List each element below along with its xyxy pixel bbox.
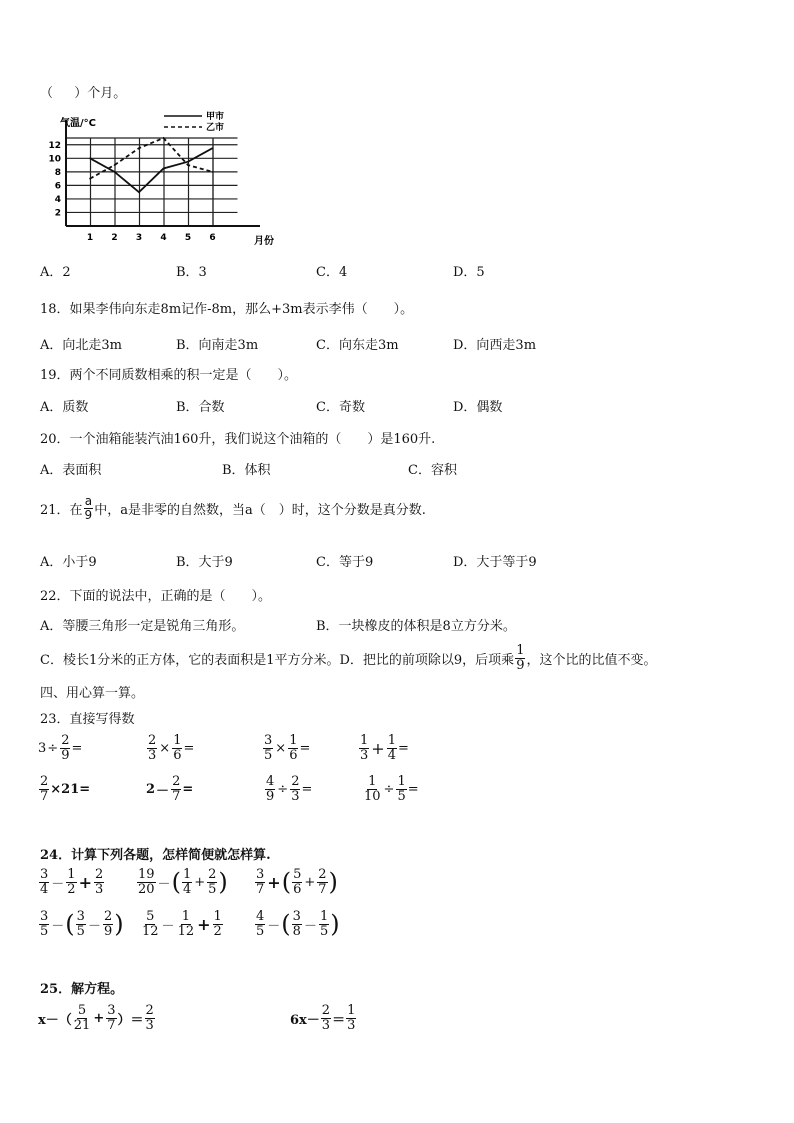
- y-tick-label: 2: [54, 208, 61, 219]
- q24-title: 24．计算下列各题，怎样简便就怎样算.: [40, 848, 271, 863]
- q17-stem-tail: （ ）个月。: [40, 86, 127, 101]
- q19-option-c[interactable]: C．奇数: [316, 400, 365, 415]
- q24-expr-2: $\frac{19}{20}$ － ( $\frac{1}{4}$ + $\frac{2}{5}$ ): [138, 867, 228, 897]
- q21-option-c[interactable]: C．等于9: [316, 555, 374, 570]
- q22-option-b[interactable]: B．一块橡皮的体积是8立方分米。: [316, 619, 516, 634]
- q23-title: 23．直接写得数: [40, 712, 135, 727]
- q19-option-b[interactable]: B．合数: [176, 400, 225, 415]
- q23-expr-8: $\frac{1}{10}$ ÷ $\frac{1}{5}$ =: [364, 774, 419, 804]
- q23-expr-2: $\frac{2}{3}$ × $\frac{1}{6}$ =: [148, 733, 195, 763]
- q19-option-a[interactable]: A．质数: [40, 400, 89, 415]
- q24-expr-1: $\frac{3}{4}$ － $\frac{1}{2}$ + $\frac{2}{3}$: [40, 867, 104, 897]
- q24-expr-5: $\frac{5}{12}$ － $\frac{1}{12}$ + $\frac{1}{2}$: [142, 909, 222, 939]
- y-tick-label: 8: [54, 167, 61, 178]
- series-1-point: [138, 191, 140, 193]
- q19-option-d[interactable]: D．偶数: [453, 400, 503, 415]
- q18-option-b[interactable]: B．向南走3m: [176, 338, 259, 353]
- series-2-point: [89, 178, 91, 180]
- q25-equation-1: x－（ $\frac{5}{21}$ + $\frac{3}{7}$ ）＝ $\frac{2}{3}$: [38, 1003, 154, 1033]
- q17-option-c[interactable]: C．4: [316, 265, 348, 280]
- q20-stem: 20．一个油箱能装汽油160升，我们说这个油箱的（ ）是160升.: [40, 432, 436, 447]
- legend-label-1: 甲市: [206, 112, 225, 122]
- q20-option-a[interactable]: A．表面积: [40, 463, 102, 478]
- q23-expr-7: $\frac{4}{9}$ ÷ $\frac{2}{3}$ =: [266, 774, 313, 804]
- y-tick-label: 6: [54, 181, 61, 192]
- q19-stem: 19．两个不同质数相乘的积一定是（ ）。: [40, 368, 298, 383]
- y-axis-label: 气温/°C: [60, 118, 96, 129]
- series-2-point: [163, 137, 165, 139]
- series-1-point: [163, 168, 165, 170]
- x-axis-label: 月份: [254, 236, 274, 247]
- q18-stem: 18．如果李伟向东走8m记作-8m，那么+3m表示李伟（ ）。: [40, 302, 414, 317]
- q20-option-b[interactable]: B．体积: [222, 463, 271, 478]
- y-tick-label: 12: [48, 140, 61, 151]
- q18-option-d[interactable]: D．向西走3m: [453, 338, 537, 353]
- chart-series: [89, 137, 213, 193]
- q24-expr-4: $\frac{3}{5}$ － ( $\frac{3}{5}$ － $\frac{2}{9}$ ): [40, 909, 124, 939]
- chart-axes: [48, 116, 274, 247]
- y-tick-label: 10: [48, 154, 61, 165]
- series-1-point: [89, 158, 91, 160]
- chart-grid: [66, 138, 238, 226]
- q18-option-a[interactable]: A．向北走3m: [40, 338, 122, 353]
- x-tick-label: 1: [86, 233, 94, 243]
- q22-option-cd[interactable]: C．棱长1分米的正方体，它的表面积是1平方分米。D．把比的前项除以9，后项乘 $\frac{1}{9}$ ，这个比的比值不变。: [40, 643, 657, 673]
- q21-option-d[interactable]: D．大于等于9: [453, 555, 537, 570]
- q21-fraction: $\frac{a}{9}$: [84, 494, 93, 522]
- y-tick-label: 4: [54, 194, 61, 205]
- series-2-point: [114, 164, 116, 166]
- series-1-point: [187, 161, 189, 163]
- q22-stem: 22．下面的说法中，正确的是（ ）。: [40, 589, 272, 604]
- temperature-line-chart: [36, 110, 296, 250]
- q17-option-b[interactable]: B．3: [176, 265, 207, 280]
- q23-expr-6: 2 － $\frac{2}{7}$ =: [146, 774, 194, 804]
- q21-option-b[interactable]: B．大于9: [176, 555, 233, 570]
- q21-option-a[interactable]: A．小于9: [40, 555, 97, 570]
- series-2-point: [187, 164, 189, 166]
- q25-title: 25．解方程。: [40, 982, 124, 997]
- chart-legend: [164, 110, 224, 133]
- q23-expr-5: $\frac{2}{7}$ ×21=: [40, 774, 91, 804]
- legend-label-2: 乙市: [206, 123, 225, 133]
- section-4-heading: 四、用心算一算。: [40, 686, 145, 701]
- q17-option-d[interactable]: D．5: [453, 265, 485, 280]
- q21-stem: 21．在 $\frac{a}{9}$ 中，a是非零的自然数，当a（ ）时，这个分数是真分数.: [40, 494, 426, 522]
- q24-expr-6: $\frac{4}{5}$ － ( $\frac{3}{8}$ － $\frac{1}{5}$ ): [256, 909, 340, 939]
- x-tick-label: 6: [209, 233, 216, 243]
- q23-expr-4: $\frac{1}{3}$ + $\frac{1}{4}$ =: [360, 733, 409, 763]
- q18-option-c[interactable]: C．向东走3m: [316, 338, 399, 353]
- q24-expr-3: $\frac{3}{7}$ + ( $\frac{5}{6}$ + $\frac{2}{7}$ ): [256, 867, 338, 897]
- q23-expr-1: 3 ÷ $\frac{2}{9}$ =: [38, 733, 83, 763]
- q17-option-a[interactable]: A．2: [40, 265, 71, 280]
- series-1-point: [114, 171, 116, 173]
- q25-equation-2: 6x－ $\frac{2}{3}$ ＝ $\frac{1}{3}$: [290, 1003, 356, 1033]
- q20-option-c[interactable]: C．容积: [408, 463, 457, 478]
- x-tick-label: 2: [111, 233, 118, 243]
- x-tick-label: 3: [135, 233, 143, 243]
- q23-expr-3: $\frac{3}{5}$ × $\frac{1}{6}$ =: [264, 733, 311, 763]
- series-2-point: [138, 147, 140, 149]
- series-1-point: [212, 147, 214, 149]
- q22-option-a[interactable]: A．等腰三角形一定是锐角三角形。: [40, 619, 245, 634]
- x-tick-label: 5: [184, 233, 192, 243]
- series-2-point: [212, 171, 214, 173]
- x-tick-label: 4: [160, 233, 167, 243]
